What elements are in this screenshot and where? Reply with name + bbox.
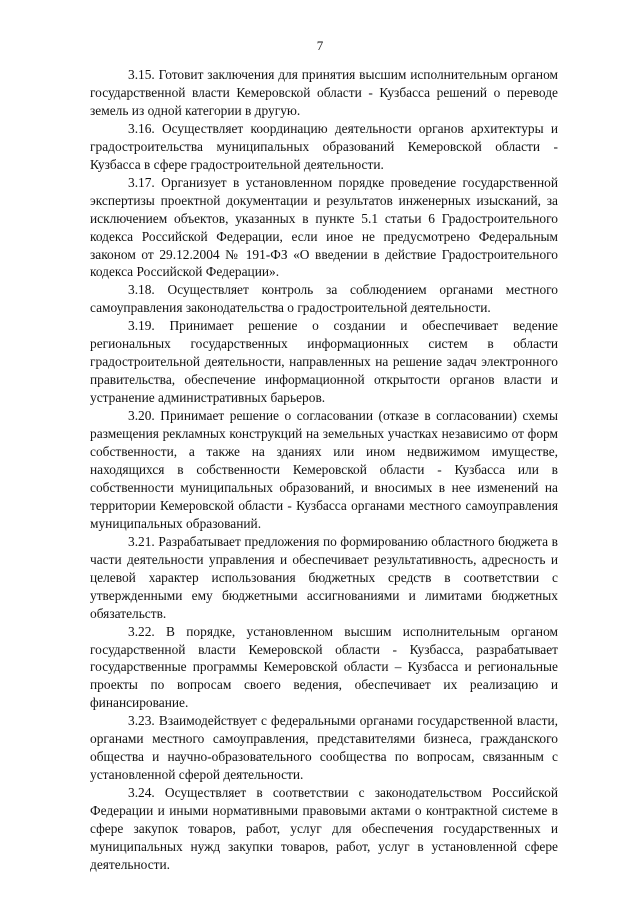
- paragraph-3-21: 3.21. Разрабатывает предложения по формированию областного бюджета в части деятельности управления и обеспечивает результативность, адресность и целевой характер использования бюджетных средств в соответствии с утвержденными ему бюджетными ассигнованиями и лимитами бюджетных обязательств.: [90, 533, 558, 621]
- paragraph-3-16: 3.16. Осуществляет координацию деятельности органов архитектуры и градостроительства муниципальных образований Кемеровской области - Кузбасса в сфере градостроительной деятельности.: [90, 120, 558, 172]
- paragraph-3-22: 3.22. В порядке, установленном высшим исполнительным органом государственной власти Кемеровской области - Кузбасса, разрабатывает государственные программы Кемеровской области – Кузбасса и региональные проекты по вопросам своего ведения, обеспечивает их реализацию и финансирование.: [90, 623, 558, 711]
- paragraph-3-20: 3.20. Принимает решение о согласовании (отказе в согласовании) схемы размещения рекламных конструкций на земельных участках независимо от форм собственности, а также на зданиях или ином недвижимом имуществе, находящихся в собственности Кемеровской области - Кузбасса или в собственности муниципальных образований, и вносимых в нее изменений на территории Кемеровской области - Кузбасса органами местного самоуправления муниципальных образований.: [90, 408, 558, 531]
- paragraph-3-19: 3.19. Принимает решение о создании и обеспечивает ведение региональных государственных информационных систем в области градостроительной деятельности, направленных на решение задач электронного правительства, обеспечение информационной открытости органов власти и устранение административных барьеров.: [90, 318, 558, 406]
- page-number: 7: [316, 38, 324, 53]
- paragraph-3-18: 3.18. Осуществляет контроль за соблюдением органами местного самоуправления законодательства о градостроительной деятельности.: [90, 282, 558, 316]
- paragraph-3-23: 3.23. Взаимодействует с федеральными органами государственной власти, органами местного самоуправления, представителями бизнеса, гражданского общества и научно-образовательного сообщества по вопросам, связанным с установленной сферой деятельности.: [90, 713, 558, 783]
- paragraph-3-15: 3.15. Готовит заключения для принятия высшим исполнительным органом государственной власти Кемеровской области - Кузбасса решений о переводе земель из одной категории в другую.: [90, 67, 558, 118]
- document-body: [90, 66, 558, 874]
- paragraph-3-17: 3.17. Организует в установленном порядке проведение государственной экспертизы проектной документации и результатов инженерных изысканий, за исключением объектов, указанных в пункте 5.1 статьи 6 Градостроительного кодекса Российской Федерации, если иное не предусмотрено Федеральным законом от 29.12.2004 № 191-ФЗ «О введении в действие Градостроительного кодекса Российской Федерации».: [90, 174, 558, 280]
- paragraph-3-24: 3.24. Осуществляет в соответствии с законодательством Российской Федерации и иными нормативными правовыми актами о контрактной системе в сфере закупок товаров, работ, услуг для обеспечения государственных и муниципальных нужд закупки товаров, работ, услуг в установленной сфере деятельности.: [90, 785, 558, 872]
